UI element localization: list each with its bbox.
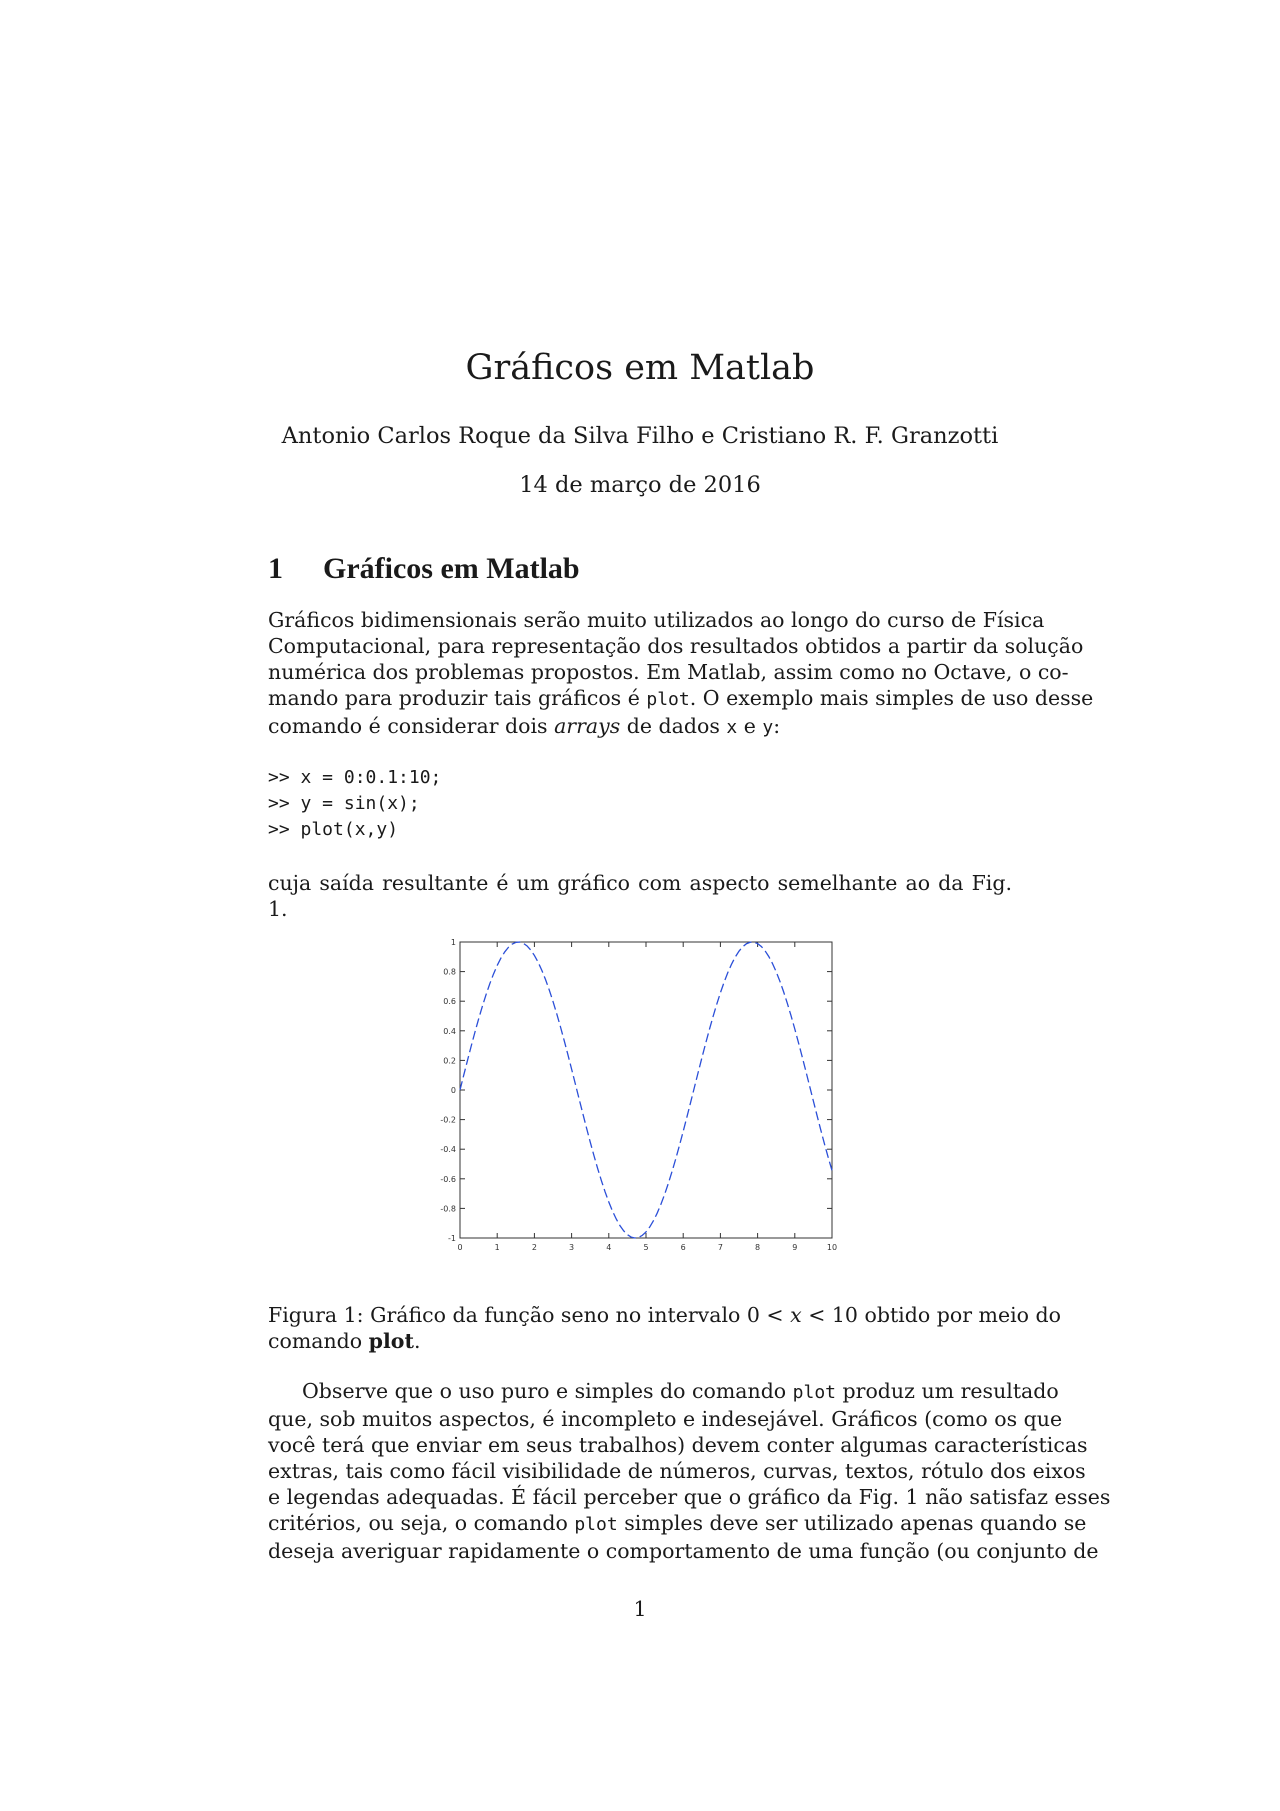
- y-tick-label: -0.8: [440, 1204, 456, 1214]
- paragraph-line: que, sob muitos aspectos, é incompleto e indesejável. Gráficos (como os que: [268, 1407, 1063, 1431]
- text-span: e: [737, 714, 763, 738]
- document-date: 14 de março de 2016: [519, 472, 761, 498]
- x-tick-label: 0: [457, 1243, 463, 1252]
- emphasis-text: arrays: [554, 714, 621, 738]
- inline-code: plot: [792, 1382, 837, 1403]
- inline-code: plot: [646, 689, 690, 710]
- x-tick-label: 5: [643, 1243, 649, 1252]
- paragraph-line: deseja averiguar rapidamente o comportamento de uma função (ou conjunto de: [268, 1539, 1099, 1563]
- sine-chart: [430, 930, 850, 1260]
- x-tick-label: 6: [680, 1243, 686, 1252]
- text-span: comando é considerar dois: [268, 714, 555, 738]
- text-span: < 10 obtido por meio do: [801, 1303, 1061, 1327]
- inline-code: x: [726, 717, 738, 738]
- code-line: >> plot(x,y): [268, 819, 399, 840]
- section-number: 1: [268, 552, 283, 585]
- y-tick-label: 0.4: [443, 1026, 456, 1036]
- paragraph-line: Gráficos bidimensionais serão muito utilizados ao longo do curso de Física: [268, 608, 1045, 632]
- paragraph-line: você terá que enviar em seus trabalhos) devem conter algumas características: [268, 1433, 1088, 1457]
- text-span: mando para produzir tais gráficos é: [268, 686, 647, 710]
- text-span: comando: [268, 1329, 369, 1353]
- text-span: Observe que o uso puro e simples do comando: [302, 1379, 793, 1403]
- x-tick-label: 1: [494, 1243, 500, 1252]
- paragraph-line: [268, 685, 1094, 713]
- paragraph-line: e legendas adequadas. É fácil perceber que o gráfico da Fig. 1 não satisfaz esses: [268, 1485, 1111, 1509]
- x-tick-label: 3: [569, 1243, 575, 1252]
- paragraph-line: numérica dos problemas propostos. Em Matlab, assim como no Octave, o co-: [268, 660, 1069, 684]
- y-tick-label: -0.4: [440, 1145, 456, 1155]
- page-number: 1: [633, 1597, 647, 1621]
- code-line: >> y = sin(x);: [268, 793, 420, 814]
- paragraph-result: cuja saída resultante é um gráfico com aspecto semelhante ao da Fig. 1.: [268, 871, 1012, 921]
- x-tick-label: 8: [755, 1243, 761, 1252]
- section-heading: [268, 552, 580, 586]
- y-tick-label: 0.2: [443, 1056, 456, 1066]
- x-tick-label: 10: [826, 1243, 838, 1252]
- paragraph-line: extras, tais como fácil visibilidade de números, curvas, textos, rótulo dos eixos: [268, 1459, 1086, 1483]
- text-span: . O exemplo mais simples de uso desse: [689, 686, 1094, 710]
- text-span: simples deve ser utilizado apenas quando se: [617, 1511, 1087, 1535]
- y-tick-label: -0.2: [440, 1115, 456, 1125]
- inline-code: y: [762, 717, 774, 738]
- caption-line: [268, 1302, 1061, 1328]
- code-block: [268, 765, 441, 843]
- text-span: :: [773, 714, 781, 738]
- y-tick-label: -1: [448, 1234, 456, 1243]
- x-tick-label: 7: [717, 1243, 723, 1252]
- section-title: Gráficos em Matlab: [323, 552, 580, 585]
- bold-text: plot: [368, 1329, 414, 1353]
- text-span: produz um resultado: [836, 1379, 1059, 1403]
- plot-frame: [460, 942, 832, 1238]
- y-tick-label: 0: [450, 1086, 456, 1095]
- paragraph-line: [268, 1510, 1087, 1538]
- y-tick-label: 1: [450, 938, 456, 947]
- x-tick-label: 4: [606, 1243, 612, 1252]
- text-span: critérios, ou seja, o comando: [268, 1511, 575, 1535]
- x-tick-label: 9: [792, 1243, 798, 1252]
- text-span: .: [413, 1329, 421, 1353]
- document-title: Gráficos em Matlab: [465, 348, 815, 388]
- y-tick-label: 0.8: [443, 967, 456, 977]
- math-variable: x: [790, 1303, 802, 1327]
- x-tick-label: 2: [531, 1243, 537, 1252]
- y-tick-label: 0.6: [443, 997, 456, 1007]
- caption-line: [268, 1328, 1012, 1354]
- document-authors: Antonio Carlos Roque da Silva Filho e Cristiano R. F. Granzotti: [281, 423, 999, 449]
- paragraph-line: [268, 1378, 1059, 1406]
- figure-caption: [268, 1302, 1061, 1354]
- paragraph-observe: [268, 1378, 1111, 1564]
- inline-code: plot: [574, 1514, 618, 1535]
- text-span: de dados: [620, 714, 727, 738]
- paragraph-line: [268, 713, 1012, 741]
- y-tick-label: -0.6: [440, 1174, 456, 1184]
- paragraph-intro: [268, 607, 1094, 741]
- code-line: >> x = 0:0.1:10;: [268, 767, 442, 788]
- paragraph-line: Computacional, para representação dos resultados obtidos a partir da solução: [268, 634, 1084, 658]
- text-span: Figura 1: Gráfico da função seno no intervalo 0 <: [268, 1303, 791, 1327]
- figure-1: [430, 930, 850, 1260]
